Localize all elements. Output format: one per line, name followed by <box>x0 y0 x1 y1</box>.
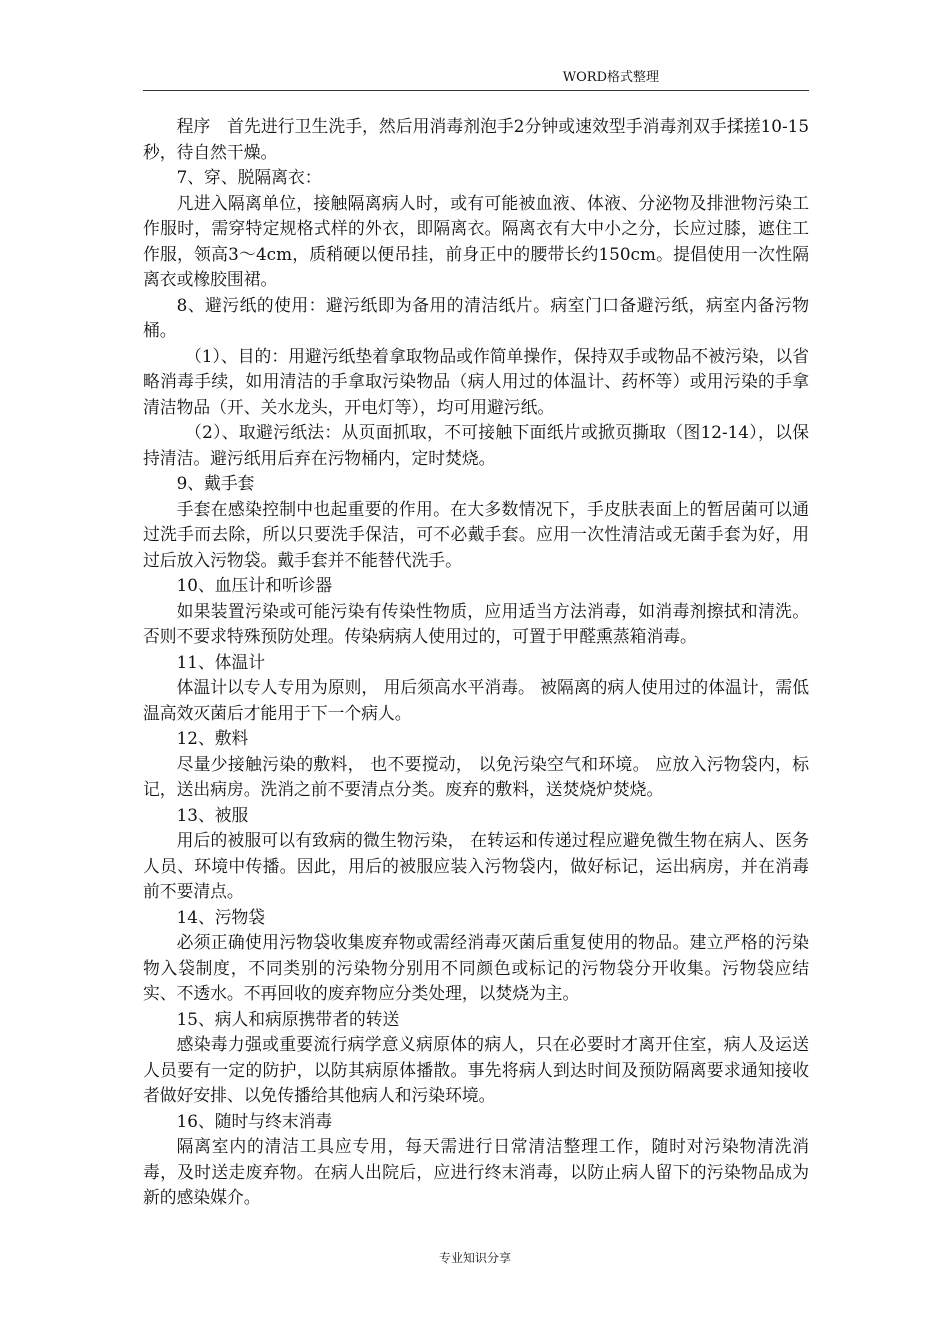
paragraph: 9、戴手套 <box>176 473 255 493</box>
paragraph: 12、敷料 <box>176 728 249 748</box>
paragraph: 凡进入隔离单位，接触隔离病人时，或有可能被血液、体液、分泌物及排泄物污染工作服时，需穿特定规格式样的外衣，即隔离衣。隔离衣有大中小之分，长应过膝，遮住工作服，领高3～4cm，质稍硬以便吊挂，前身正中的腰带长约150cm。提倡使用一次性隔离衣或橡胶围裙。 <box>143 192 809 289</box>
page-footer: 专业知识分享 <box>438 1251 511 1265</box>
document-body <box>143 114 809 1211</box>
paragraph: 如果装置污染或可能污染有传染性物质，应用适当方法消毒，如消毒剂擦拭和清洗。否则不要求特殊预防处理。传染病病人使用过的，可置于甲醛熏蒸箱消毒。 <box>143 600 809 646</box>
paragraph: 隔离室内的清洁工具应专用，每天需进行日常清洁整理工作，随时对污染物清洗消毒，及时送走废弃物。在病人出院后，应进行终末消毒，以防止病人留下的污染物品成为新的感染媒介。 <box>143 1136 809 1207</box>
paragraph: （2）、取避污纸法：从页面抓取，不可接触下面纸片或掀页撕取（图12-14），以保持清洁。避污纸用后弃在污物桶内，定时焚烧。 <box>143 422 809 468</box>
paragraph: 手套在感染控制中也起重要的作用。在大多数情况下，手皮肤表面上的暂居菌可以通过洗手而去除，所以只要洗手保洁，可不必戴手套。应用一次性清洁或无菌手套为好，用过后放入污物袋。戴手套并不能替代洗手。 <box>143 498 809 570</box>
page-header <box>143 70 809 91</box>
paragraph: 程序 首先进行卫生洗手，然后用消毒剂泡手2分钟或速效型手消毒剂双手揉搓10-15秒，待自然干燥。 <box>143 116 809 162</box>
paragraph: 16、随时与终末消毒 <box>176 1110 333 1131</box>
paragraph: 14、污物袋 <box>176 906 266 927</box>
paragraph: 用后的被服可以有致病的微生物污染， 在转运和传递过程应避免微生物在病人、医务人员、环境中传播。因此，用后的被服应装入污物袋内，做好标记，运出病房，并在消毒前不要清点。 <box>143 830 809 901</box>
paragraph: 尽量少接触污染的敷料， 也不要搅动， 以免污染空气和环境。 应放入污物袋内，标记，送出病房。洗消之前不要清点分类。废弃的敷料，送焚烧炉焚烧。 <box>143 753 809 799</box>
paragraph: 10、血压计和听诊器 <box>176 575 333 595</box>
paragraph: 13、被服 <box>176 804 249 825</box>
paragraph: 体温计以专人专用为原则， 用后须高水平消毒。 被隔离的病人使用过的体温计，需低温高效灭菌后才能用于下一个病人。 <box>143 677 809 723</box>
paragraph: 11、体温计 <box>176 651 266 672</box>
paragraph: 必须正确使用污物袋收集废弃物或需经消毒灭菌后重复使用的物品。建立严格的污染物入袋制度，不同类别的污染物分别用不同颜色或标记的污物袋分开收集。污物袋应结实、不透水。不再回收的废弃物应分类处理，以焚烧为主。 <box>143 932 809 1003</box>
paragraph: 感染毒力强或重要流行病学意义病原体的病人，只在必要时才离开住室，病人及运送人员要有一定的防护，以防其病原体播散。事先将病人到达时间及预防隔离要求通知接收者做好安排、以免传播给其他病人和污染环境。 <box>143 1034 809 1105</box>
paragraph: 7、穿、脱隔离衣： <box>176 167 322 187</box>
header-title: WORD格式整理 <box>562 70 659 85</box>
paragraph: （1）、目的：用避污纸垫着拿取物品或作简单操作，保持双手或物品不被污染，以省略消毒手续，如用清洁的手拿取污染物品（病人用过的体温计、药杯等）或用污染的手拿清洁物品（开、关水龙头，开电灯等），均可用避污纸。 <box>143 345 809 417</box>
paragraph: 15、病人和病原携带者的转送 <box>176 1008 400 1029</box>
paragraph: 8、避污纸的使用：避污纸即为备用的清洁纸片。病室门口备避污纸，病室内备污物桶。 <box>143 294 809 340</box>
